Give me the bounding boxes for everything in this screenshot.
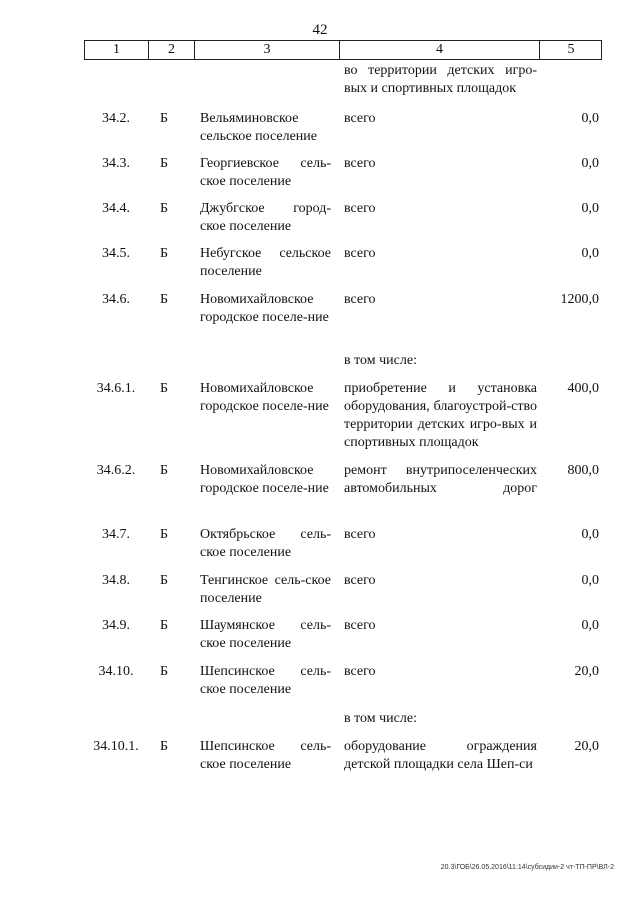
row-number: 34.2. — [102, 111, 130, 126]
column-header-4: 4 — [340, 41, 540, 59]
row-number: 34.4. — [102, 201, 130, 216]
row-number: 34.8. — [102, 573, 130, 588]
row-amount: 0,0 — [581, 573, 599, 588]
row-settlement-name: Тенгинское сель-ское поселение — [200, 573, 331, 606]
row-category: Б — [160, 527, 169, 542]
row-number: 34.10. — [98, 664, 134, 679]
row-amount: 0,0 — [581, 201, 599, 216]
row-description: ремонт внутрипоселенческих автомобильных дорог — [344, 463, 537, 496]
row-description: всего — [344, 246, 376, 261]
subheading-in-total: в том числе: — [344, 711, 417, 726]
row-category: Б — [160, 246, 169, 261]
row-settlement-name: Октябрьское сель-ское поселение — [200, 527, 331, 560]
row-category: Б — [160, 463, 169, 478]
row-category: Б — [160, 664, 169, 679]
row-number: 34.5. — [102, 246, 130, 261]
row-category: Б — [160, 739, 169, 754]
row-description: всего — [344, 664, 376, 679]
row-number: 34.6.2. — [96, 463, 136, 478]
row-description: приобретение и установка оборудования, благоустрой-ство территории детских игро-вых и спортивных площадок — [344, 381, 537, 450]
row-category: Б — [160, 573, 169, 588]
row-settlement-name: Вельяминовское сельское поселение — [200, 111, 317, 144]
row-amount: 0,0 — [581, 618, 599, 633]
row-number: 34.10.1. — [93, 739, 139, 754]
column-header-2: 2 — [149, 41, 195, 59]
column-header-5: 5 — [567, 42, 575, 57]
row-category: Б — [160, 381, 169, 396]
subheading-in-total: в том числе: — [344, 353, 417, 368]
continuation-text: во территории детских игро-вых и спортивных площадок — [344, 63, 537, 96]
row-description: всего — [344, 527, 376, 542]
row-settlement-name: Небугское сельское поселение — [200, 246, 331, 279]
row-category: Б — [160, 111, 169, 126]
row-amount: 0,0 — [581, 527, 599, 542]
row-amount: 0,0 — [581, 246, 599, 261]
row-settlement-name: Шаумянское сель-ское поселение — [200, 618, 331, 651]
row-amount: 20,0 — [574, 739, 599, 754]
row-settlement-name: Шепсинское сель-ское поселение — [200, 664, 331, 697]
column-header-3: 3 — [195, 41, 340, 59]
row-settlement-name: Новомихайловское городское поселе-ние — [200, 292, 329, 325]
row-settlement-name: Новомихайловское городское поселе-ние — [200, 463, 329, 496]
row-description: всего — [344, 618, 376, 633]
row-number: 34.3. — [102, 156, 130, 171]
row-amount: 20,0 — [574, 664, 599, 679]
row-amount: 0,0 — [581, 156, 599, 171]
column-header-1: 1 — [85, 41, 149, 59]
row-settlement-name: Шепсинское сель-ское поселение — [200, 739, 331, 772]
row-number: 34.6.1. — [96, 381, 136, 396]
row-amount: 400,0 — [567, 381, 599, 396]
row-amount: 0,0 — [581, 111, 599, 126]
page-number: 42 — [312, 22, 328, 38]
row-amount: 1200,0 — [560, 292, 599, 307]
row-amount: 800,0 — [567, 463, 599, 478]
row-settlement-name: Новомихайловское городское поселе-ние — [200, 381, 329, 414]
row-number: 34.6. — [102, 292, 130, 307]
row-description: всего — [344, 201, 376, 216]
row-settlement-name: Джубгское город-ское поселение — [200, 201, 331, 234]
row-description: всего — [344, 156, 376, 171]
row-description: оборудование ограждения детской площадки села Шеп-си — [344, 739, 537, 772]
row-description: всего — [344, 573, 376, 588]
row-category: Б — [160, 618, 169, 633]
row-number: 34.7. — [102, 527, 130, 542]
row-category: Б — [160, 201, 169, 216]
row-number: 34.9. — [102, 618, 130, 633]
row-description: всего — [344, 111, 376, 126]
row-category: Б — [160, 292, 169, 307]
row-settlement-name: Георгиевское сель-ское поселение — [200, 156, 331, 189]
row-description: всего — [344, 292, 376, 307]
document-footer: 20.3\ГОБ\26.05.2016\11:14\субсидии-2 чт-ТП-ПР\ВЛ-2 — [440, 864, 614, 871]
row-category: Б — [160, 156, 169, 171]
